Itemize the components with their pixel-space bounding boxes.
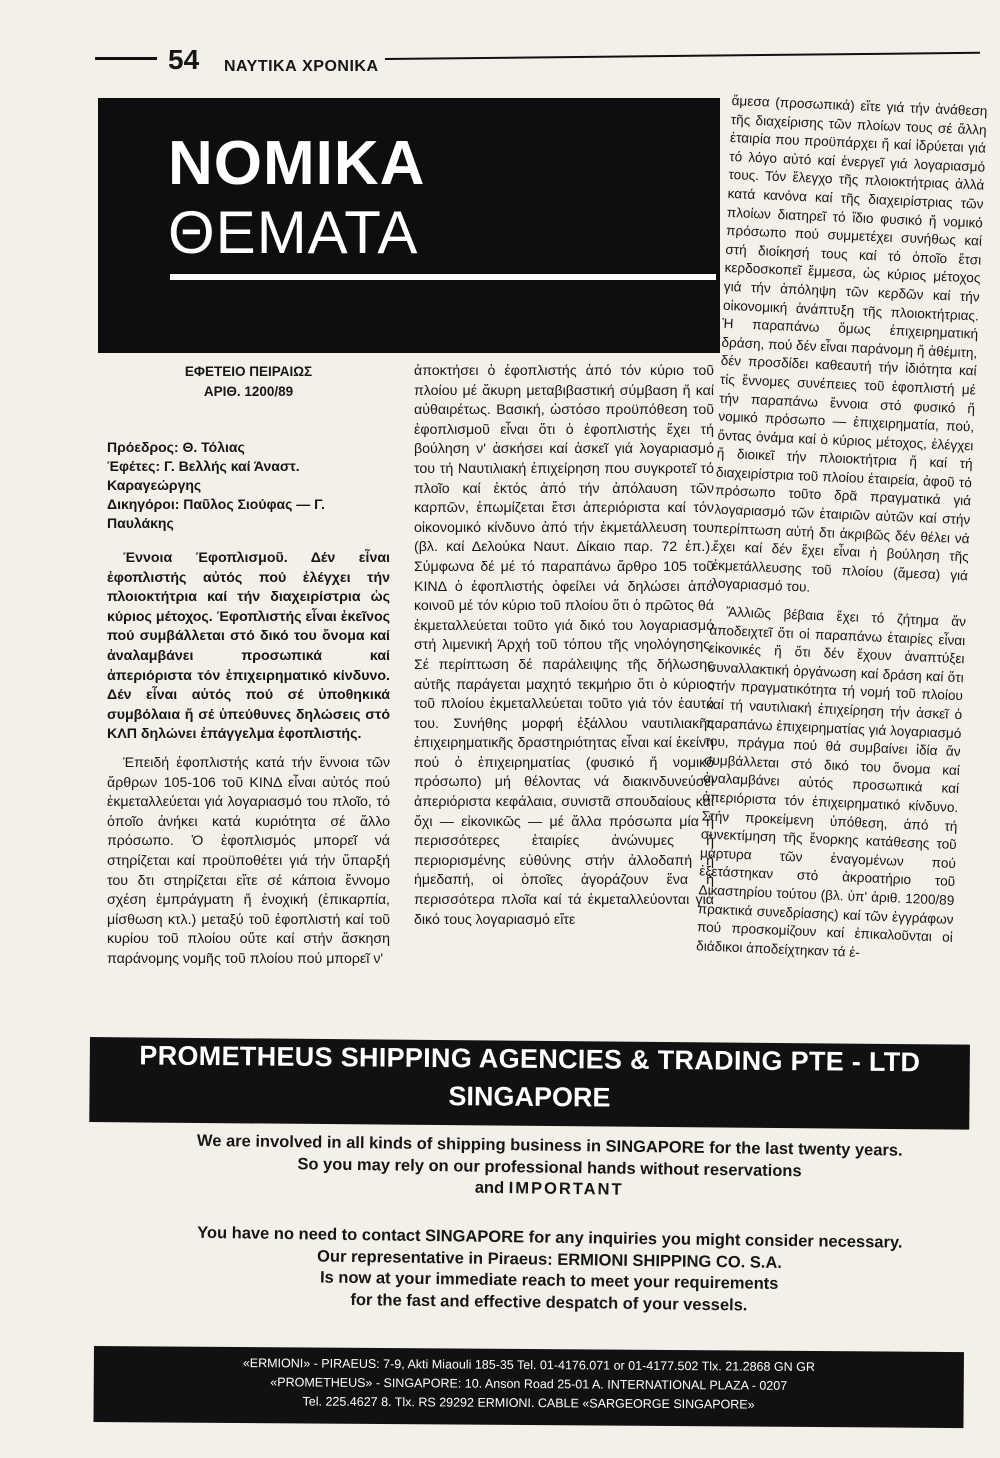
article-column-3 — [695, 92, 987, 975]
article-column-2 — [414, 362, 714, 939]
ad-line: You have no need to contact SINGAPORE for any inquiries you might consider necessary. — [197, 1223, 903, 1252]
ad-and: and — [474, 1178, 505, 1198]
ad-text-block-1 — [139, 1130, 960, 1206]
header-rule-right — [385, 52, 980, 60]
court-heading — [107, 362, 390, 402]
ad-important: IMPORTANT — [508, 1179, 624, 1199]
ad-contact-line: «PROMETHEUS» - SINGAPORE: 10. Anson Road 25-01 A. INTERNATIONAL PLAZA - 0207 — [270, 1375, 788, 1393]
case-number: ΑΡΙΘ. 1200/89 — [203, 384, 294, 399]
ad-city: SINGAPORE — [448, 1081, 611, 1113]
case-metadata — [107, 438, 390, 533]
article-column-1 — [107, 362, 390, 978]
ad-line: for the fast and effective despatch of your vessels. — [350, 1290, 748, 1314]
ad-line: Our representative in Piraeus: ERMIONI SHIPPING CO. S.A. — [316, 1246, 783, 1272]
ad-contact-footer — [93, 1346, 964, 1428]
article-paragraph: ἀποκτήσει ὁ ἐφοπλιστής ἀπό τόν κύριο τοῦ πλοίου μέ ἄκυρη μεταβιβαστική σύμβαση ἤ καί αὐθαιρέτως. Βασική, ὡστόσο προϋπόθεση τοῦ ἐφοπλισμοῦ εἶναι ὅτι ὁ ἐφοπλιστής ἔχει τή βούληση ν' ἀσκήσει καί ἀσκεῖ γιά λογαριασμό του τή Ναυτιλιακή ἐπιχείρηση που συγκροτεῖ τό πλοῖο καί ἐκτός ἀπό τήν ἀπόλαυση τῶν καρπῶν, ἐπωμίζεται ἔτσι ἀπεριόριστα καί τόν οἰκονομικό κίνδυνο ἀπό τήν ἐκμετάλλευση του (βλ. καί Δελούκα Ναυτ. Δίκαιο παρ. 72 ἐπ.). Σύμφωνα δέ μέ τό παραπάνω ἄρθρο 105 τοῦ ΚΙΝΔ ὁ ἐφοπλιστής ὀφείλει νά δηλώσει ἀπό κοινοῦ μέ τόν κύριο τοῦ πλοίου ὅτι ὁ πρῶτος θά ἐκμεταλλεύεται τοῦτο γιά δικό του λογαριασμό στή λιμενική Άρχή τοῦ τόπου τῆς νηολόγησης. Σέ περίπτωση δέ παράλειψης τῆς δήλωσης αὐτῆς παράγεται μαχητό τεκμήριο ὅτι ὁ κύριος τοῦ πλοίου ἐκμεταλλεύεται τοῦτο γιά τόν ἑαυτό του. Συνήθης μορφή ἐξάλλου ναυτιλιακῆς ἐπιχειρηματικῆς δραστηριότητας εἶναι καί ἐκείνη πού ὁ ἐπιχειρηματίας (φυσικό ἤ νομικό πρόσωπο) μή θέλοντας νά διακινδυνεύσει ἀπεριόριστα κεφάλαια, συνιστᾶ σπουδαίους καί ὄχι — εἰκονικῶς — μέ ἄλλα πρόσωπα μία ἤ περισσότερες ἑταιρίες ἀνώνυμες ἤ περιορισμένης εὐθύνης στήν ἀλλοδαπή ἤ ἡμεδαπή, οἱ ὁποῖες ἀγοράζουν ἕνα ἤ περισσότερα πλοῖα καί τά ἐκμεταλλεύονται γιά δικό τους λογαριασμό εἴτε — [414, 363, 714, 928]
magazine-title: ΝΑΥΤΙΚΑ ΧΡΟΝΙΚΑ — [224, 58, 379, 75]
ad-company-name: PROMETHEUS SHIPPING AGENCIES & TRADING PTE - LTD — [139, 1040, 921, 1078]
ad-line: Is now at your immediate reach to meet your requirements — [319, 1268, 779, 1293]
header-rule-left — [95, 57, 157, 60]
ad-line: So you may rely on our professional hands without reservations — [297, 1154, 802, 1180]
ad-line: We are involved in all kinds of shipping business in SINGAPORE for the last twenty years. — [196, 1131, 903, 1160]
case-summary: Έννοια Έφοπλισμοῦ. Δέν εἶναι ἐφοπλιστής αὐτός πού ἐλέγχει τήν πλοιοκτήτρια καί τήν διαχειρίστρια ὡς κύριος μέτοχος. Έφοπλιστής εἶναι ἐκεῖνος πού συμβάλλεται στό δικό του ὄνομα καί ἀναλαμβάνει προσωπικά καί ἀπεριόριστα τόν ἐπιχειρηματικό κίνδυνο. Δέν εἶναι αὐτός πού σέ ὑποθηκικά συμβόλαια ἤ σέ ὑπεύθυνες δηλώσεις στό ΚΛΠ δηλώνει ἐπάγγελμα ἐφοπλιστής. — [107, 550, 390, 743]
ad-banner — [89, 1037, 970, 1130]
section-title-main: ΝΟΜΙΚΑ — [168, 129, 426, 198]
ad-text-block-2 — [139, 1222, 960, 1319]
case-lawyers: Δικηγόροι: Παῦλος Σιούφας — Γ. Παυλάκης — [107, 496, 325, 531]
court-name: ΕΦΕΤΕΙΟ ΠΕΙΡΑΙΩΣ — [184, 364, 313, 379]
article-paragraph: Έπειδή ἐφοπλιστής κατά τήν ἔννοια τῶν ἄρθρων 105-106 τοῦ ΚΙΝΔ εἶναι αὐτός πού ἐκμεταλλεύεται γιά λογαριασμό του πλοῖο, τό ὁποῖο ἀνήκει κατά κυριότητα σέ ἄλλο πρόσωπο. Ὁ ἐφοπλισμός μπορεῖ νά στηρίζεται καί προϋποθέτει γιά τήν ὕπαρξή του δτι στηρίζεται εἴτε σέ κάποια ἔννομο σχέση ἐμπράγματη ἤ ἐνοχική (ἐπικαρπία, μίσθωση κτλ.) μεταξύ τοῦ ἐφοπλιστή καί τοῦ κυρίου τοῦ πλοίου οὔτε καί στήν ἄσκηση παράνομης νομῆς τοῦ πλοίου πού μπορεῖ ν' — [107, 754, 390, 967]
article-paragraph: Ἄλλιῶς βέβαια ἔχει τό ζήτημα ἄν ἀποδειχτεῖ ὅτι οἱ παραπάνω ἑταιρίες εἶναι εἰκονικές ἤ ὅτι δέν ἔχουν ἀναπτύξει συναλλακτική ὀργάνωση καί δράση καί ὅτι στήν πραγματικότητα τή νομή τοῦ πλοίου καί τή ναυτιλιακή ἐπιχείρηση τήν ἀσκεῖ ὁ παραπάνω ἐπιχειρηματίας γιά λογαριασμό του, πράγμα πού θά συμβαίνει ἰδία ἄν συμβάλλεται στό δικό του ὄνομα καί ἀναλαμβάνει αὐτός προσωπικά καί ἀπεριόριστα τόν ἐπιχειρηματικό κίνδυνο. Στήν προκείμενη ὑπόθεση, ἀπό τή συνεκτίμηση τῆς ἔνορκης κατάθεσης τοῦ μάρτυρα τῶν ἐναγομένων πού ἐξετάστηκαν στό ἀκροατήριο τοῦ Δικαστηρίου τούτου (βλ. ὑπ' ἀριθ. 1200/89 πρακτικά συνεδρίασης) καί τῶν ἐγγράφων πού προσκομίζουν καί ἐπικαλοῦνται οἱ διάδικοι ἀποδείχτηκαν τά ἑ- — [695, 604, 967, 960]
section-title-block — [98, 98, 720, 353]
section-title-sub: ΘΕΜΑΤΑ — [168, 199, 419, 266]
case-judges: Έφέτες: Γ. Βελλής καί Άναστ. Καραγεώργης — [107, 458, 300, 493]
article-paragraph: ἄμεσα (προσωπικά) εἴτε γιά τήν ἀνάθεση τῆς διαχείρισης τῶν πλοίων τους σέ ἄλλη ἑταιρία που προϋπάρχει ἤ καί ἱδρύεται γιά τό λόγο αὐτό καί ἐνεργεῖ γιά λογαριασμό τους. Τόν ἔλεγχο τῆς πλοιοκτήτριας ἀλλά κατά κανόνα καί τῆς διαχειρίστριας τῶν πλοίων διατηρεῖ τό ἴδιο φυσικό ἤ νομικό πρόσωπο πού συμμετέχει συνήθως καί στή διοίκησή τους καί τό ὁποῖο ἔτσι κερδοσκοπεῖ ἔμμεσα, ὡς κύριος μέτοχος γιά τήν ἀπόληψη τῶν κερδῶν καί τήν οἰκονομική ἀνάπτυξη τῆς πλοιοκτήτριας. Ἡ παραπάνω ὅμως ἐπιχειρηματική δράση, πού δέν εἶναι παράνομη ἤ ἀθέμιτη, δέν προσδίδει καθεαυτή τήν ἰδιότητα καί τίς ἔννομες συνέπειες τοῦ ἐφοπλιστή μέ τήν παραπάνω ἔννοια στό φυσικό ἤ νομικό πρόσωπο — ἐπιχειρηματία, πού, ὄντας ὀνάμα καί ὁ κύριος μέτοχος, ἐλέγχει ἤ διοικεῖ τήν πλοιοκτήτρια ἤ καί τή διαχειρίστρια τοῦ πλοίου ἑταιρεία, ἀφοῦ τό πρόσωπο τοῦτο δρᾶ πραγματικά γιά λογαριασμό τῶν ἑταιριῶν αὐτῶν καί στήν περίπτωση αὐτή δτι ἀκριβῶς δέν θέλει νά ἔχει καί δέν ἔχει εἶναι ἡ βούληση τῆς ἐκμετάλλευσης τοῦ πλοίου (ἄμεσα) γιά λογαριασμό του. — [711, 92, 988, 596]
title-underline — [170, 274, 716, 280]
page-number: 54 — [168, 44, 200, 75]
case-president: Πρόεδρος: Θ. Τόλιας — [107, 439, 245, 455]
ad-contact-line: «ERMIONI» - PIRAEUS: 7-9, Akti Miaouli 185-35 Tel. 01-4176.071 or 01-4177.502 Tlx. 21.2868 GN GR — [242, 1356, 815, 1375]
ad-contact-line: Tel. 225.4627 8. Tlx. RS 29292 ERMIONI. CABLE «SARGEORGE SINGAPORE» — [302, 1394, 755, 1412]
